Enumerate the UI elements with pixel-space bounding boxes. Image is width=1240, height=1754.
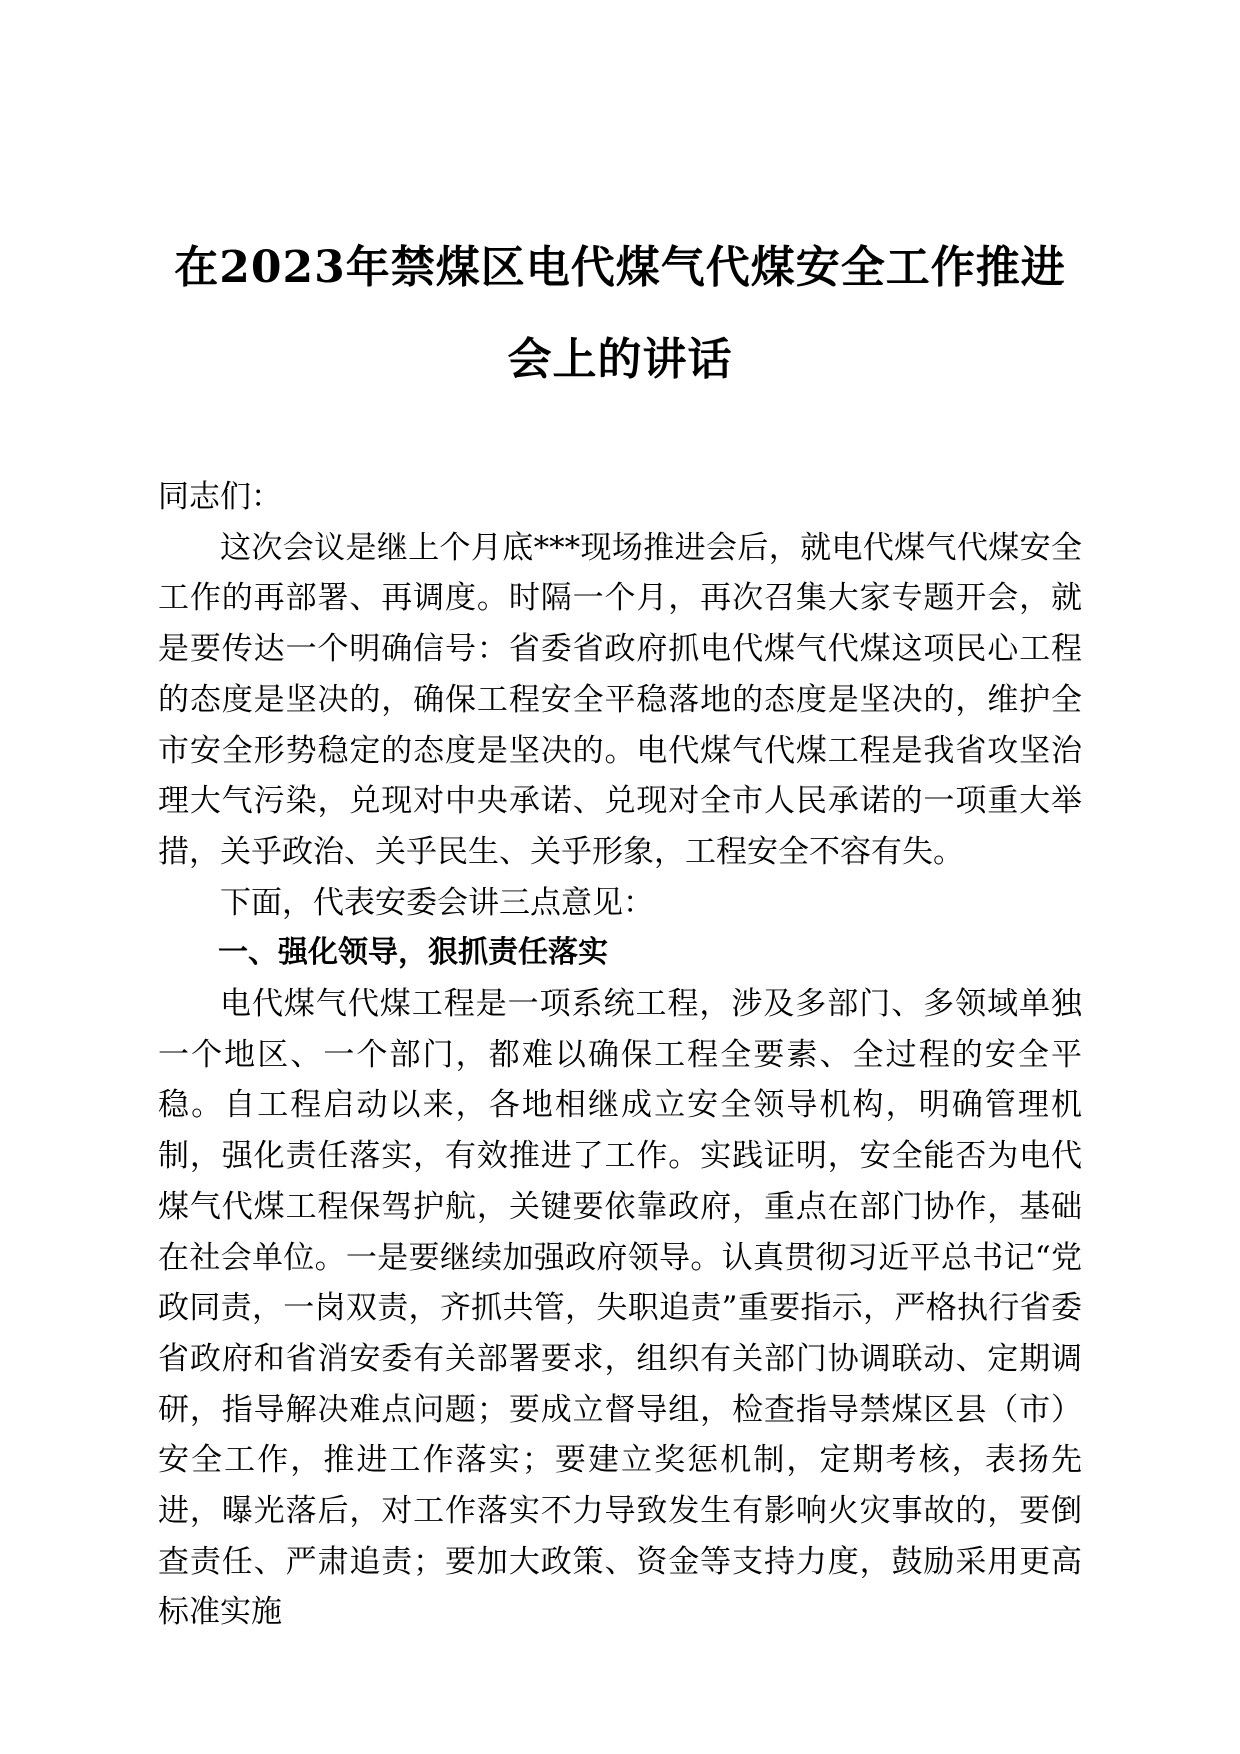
speech-body [158,472,1082,1638]
paragraph-section-1: 电代煤气代煤工程是一项系统工程，涉及多部门、多领域单独一个地区、一个部门，都难以确保工程全要素、全过程的安全平稳。自工程启动以来，各地相继成立安全领导机构，明确管理机制，强化责任落实，有效推进了工作。实践证明，安全能否为电代煤气代煤工程保驾护航，关键要依靠政府，重点在部门协作，基础在社会单位。一是要继续加强政府领导。认真贯彻习近平总书记“党政同责，一岗双责，齐抓共管，失职追责”重要指示，严格执行省委省政府和省消安委有关部署要求，组织有关部门协调联动、定期调研，指导解决难点问题；要成立督导组，检查指导禁煤区县（市）安全工作，推进工作落实；要建立奖惩机制，定期考核，表扬先进，曝光落后，对工作落实不力导致发生有影响火灾事故的，要倒查责任、严肃追责；要加大政策、资金等支持力度，鼓励采用更高标准实施 [158,986,1082,1631]
title-line-2: 会上的讲话 [507,334,733,385]
salutation: 同志们： [158,479,282,515]
paragraph-outline: 下面，代表安委会讲三点意见： [220,884,654,921]
speech-title [150,222,1090,406]
title-line-1: 在2023年禁煤区电代煤气代煤安全工作推进 [174,242,1066,293]
paragraph-intro: 这次会议是继上个月底***现场推进会后，就电代煤气代煤安全工作的再部署、再调度。时隔一个月，再次召集大家专题开会，就是要传达一个明确信号：省委省政府抓电代煤气代煤这项民心工程的态度是坚决的，确保工程安全平稳落地的态度是坚决的，维护全市安全形势稳定的态度是坚决的。电代煤气代煤工程是我省攻坚治理大气污染，兑现对中央承诺、兑现对全市人民承诺的一项重大举措，关乎政治、关乎民生、关乎形象，工程安全不容有失。 [158,529,1082,870]
section-heading-1: 一、强化领导，狠抓责任落实 [218,935,608,971]
